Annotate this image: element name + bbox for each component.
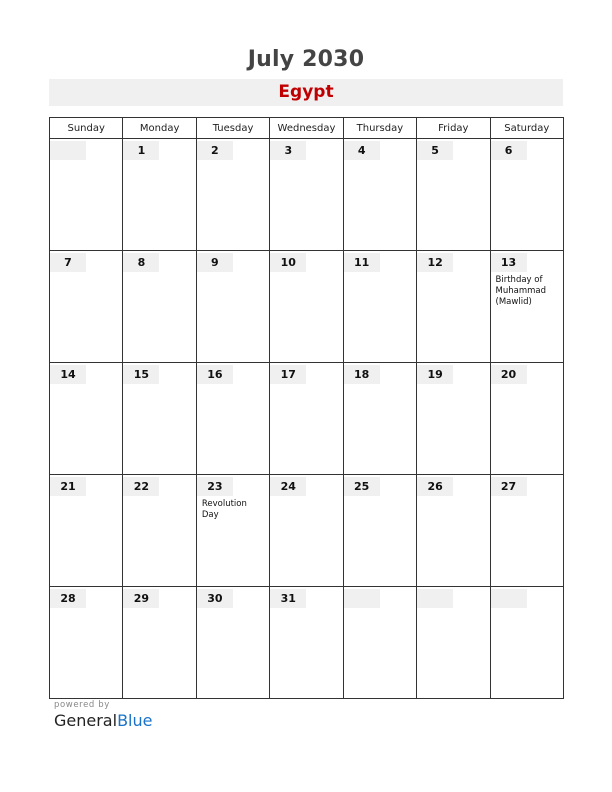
week-row xyxy=(50,475,564,587)
day-cell xyxy=(343,251,416,363)
weekday-friday: Friday xyxy=(417,118,490,139)
day-number: 31 xyxy=(270,589,306,608)
day-number: 18 xyxy=(344,365,380,384)
day-cell xyxy=(123,251,196,363)
day-cell xyxy=(417,475,490,587)
day-cell xyxy=(343,139,416,251)
day-cell xyxy=(417,139,490,251)
calendar-grid xyxy=(49,117,564,699)
day-cell xyxy=(270,139,343,251)
day-number: 6 xyxy=(491,141,527,160)
day-cell xyxy=(50,587,123,699)
day-cell xyxy=(196,139,269,251)
day-number: 30 xyxy=(197,589,233,608)
day-number: 20 xyxy=(491,365,527,384)
weekday-tuesday: Tuesday xyxy=(196,118,269,139)
footer xyxy=(54,700,152,730)
day-cell xyxy=(270,587,343,699)
day-cell xyxy=(123,475,196,587)
day-cell xyxy=(343,587,416,699)
weekday-sunday: Sunday xyxy=(50,118,123,139)
day-number: 11 xyxy=(344,253,380,272)
day-cell xyxy=(490,251,563,363)
day-number: 3 xyxy=(270,141,306,160)
weekday-wednesday: Wednesday xyxy=(270,118,343,139)
day-cell xyxy=(123,363,196,475)
day-number: 27 xyxy=(491,477,527,496)
day-cell xyxy=(417,587,490,699)
day-number: 1 xyxy=(123,141,159,160)
week-row xyxy=(50,363,564,475)
day-number: 15 xyxy=(123,365,159,384)
day-number: 7 xyxy=(50,253,86,272)
day-cell xyxy=(196,475,269,587)
day-number: 8 xyxy=(123,253,159,272)
day-cell xyxy=(343,363,416,475)
day-number xyxy=(50,141,86,160)
holiday-label: Revolution Day xyxy=(201,499,247,520)
day-cell xyxy=(270,363,343,475)
day-cell xyxy=(270,475,343,587)
day-cell xyxy=(490,475,563,587)
brand-blue: Blue xyxy=(117,711,153,730)
brand-general: General xyxy=(54,711,118,730)
weekday-header-row xyxy=(50,118,564,139)
day-cell xyxy=(270,251,343,363)
day-number xyxy=(491,589,527,608)
powered-by-text: powered by xyxy=(54,700,110,710)
day-number: 25 xyxy=(344,477,380,496)
day-number: 14 xyxy=(50,365,86,384)
day-number: 2 xyxy=(197,141,233,160)
brand-logo xyxy=(54,711,152,730)
day-number: 21 xyxy=(50,477,86,496)
day-number: 17 xyxy=(270,365,306,384)
day-cell xyxy=(50,139,123,251)
weekday-thursday: Thursday xyxy=(343,118,416,139)
day-number: 10 xyxy=(270,253,306,272)
day-number xyxy=(344,589,380,608)
day-number: 22 xyxy=(123,477,159,496)
day-number: 16 xyxy=(197,365,233,384)
day-number: 13 xyxy=(491,253,527,272)
day-cell xyxy=(490,139,563,251)
day-cell xyxy=(196,251,269,363)
day-cell xyxy=(196,587,269,699)
weekday-monday: Monday xyxy=(123,118,196,139)
day-number: 5 xyxy=(417,141,453,160)
day-cell xyxy=(123,587,196,699)
week-row xyxy=(50,587,564,699)
day-cell xyxy=(490,587,563,699)
day-cell xyxy=(50,363,123,475)
day-cell xyxy=(123,139,196,251)
day-number: 28 xyxy=(50,589,86,608)
week-row xyxy=(50,251,564,363)
holiday-label: Birthday of Muhammad (Mawlid) xyxy=(495,275,547,307)
day-cell xyxy=(50,251,123,363)
day-number: 12 xyxy=(417,253,453,272)
day-cell xyxy=(417,363,490,475)
day-number: 23 xyxy=(197,477,233,496)
day-cell xyxy=(417,251,490,363)
day-number: 19 xyxy=(417,365,453,384)
country-name: Egypt xyxy=(49,79,563,106)
day-number: 29 xyxy=(123,589,159,608)
page-title: July 2030 xyxy=(247,47,365,72)
day-cell xyxy=(343,475,416,587)
day-number: 4 xyxy=(344,141,380,160)
day-number: 24 xyxy=(270,477,306,496)
day-cell xyxy=(490,363,563,475)
day-number: 26 xyxy=(417,477,453,496)
weekday-saturday: Saturday xyxy=(490,118,563,139)
day-cell xyxy=(50,475,123,587)
day-cell xyxy=(196,363,269,475)
day-number xyxy=(417,589,453,608)
week-row xyxy=(50,139,564,251)
day-number: 9 xyxy=(197,253,233,272)
